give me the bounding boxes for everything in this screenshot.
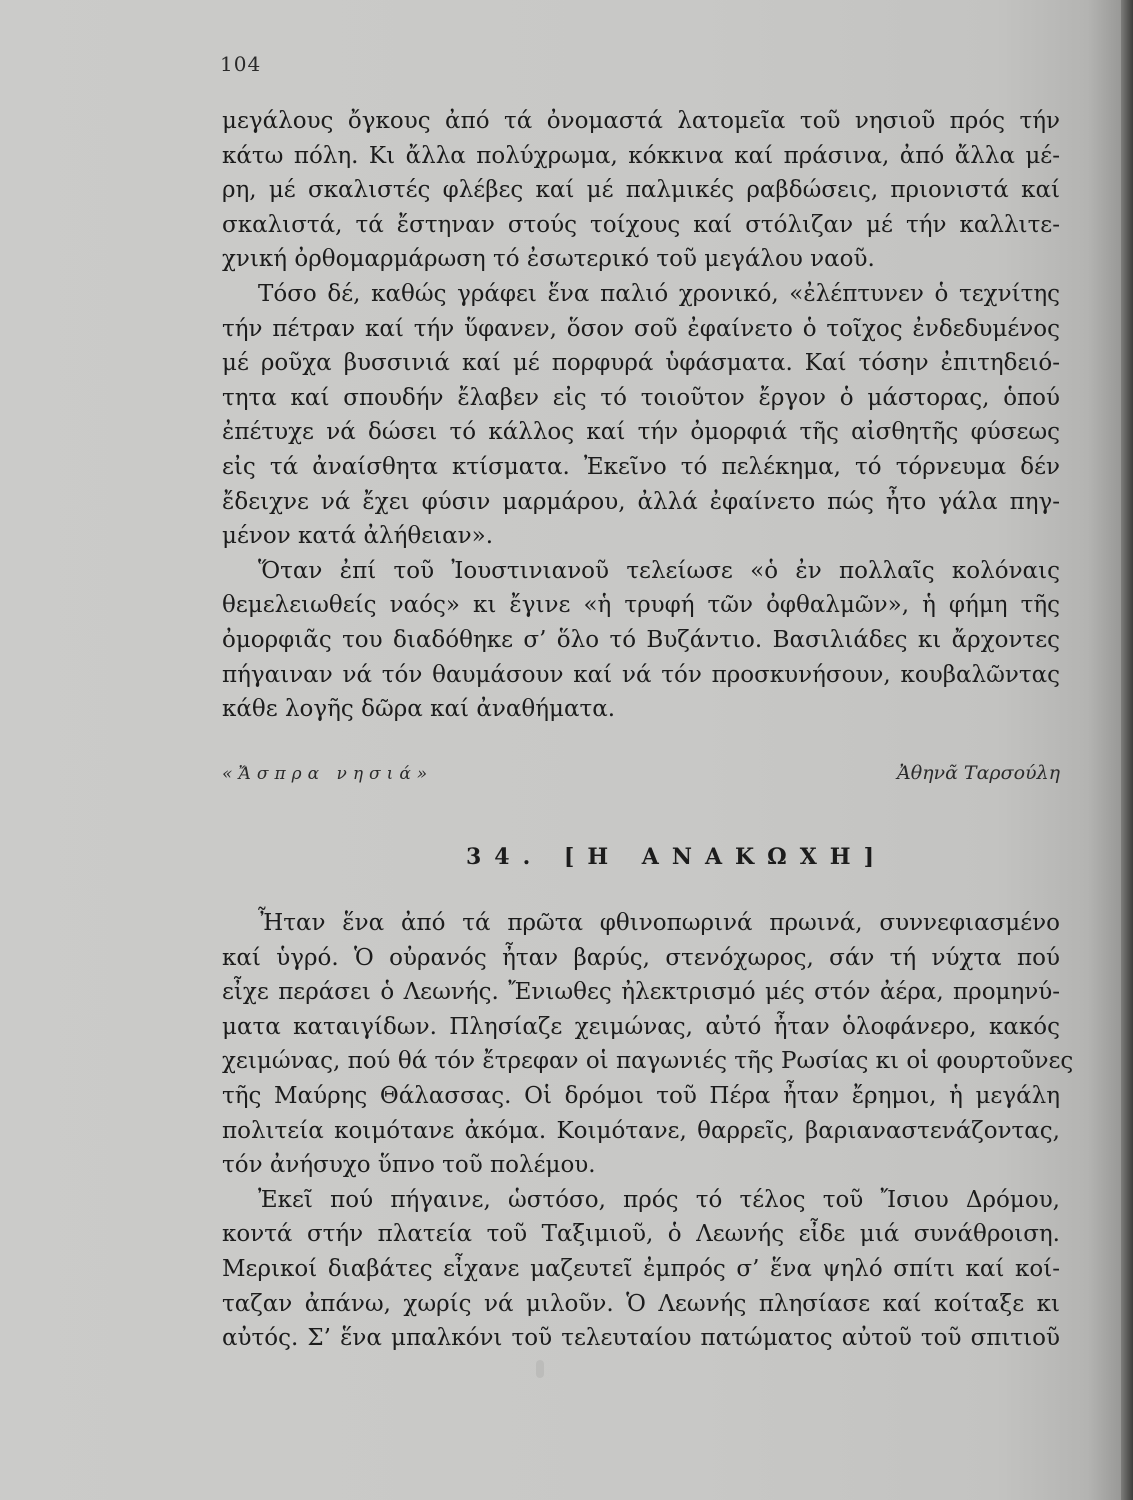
text-line: Τόσο δέ, καθώς γράφει ἕνα παλιό χρονικό, «ἐλέπτυνεν ὁ τεχνίτης <box>258 280 1060 307</box>
text-line: μεγάλους ὄγκους ἀπό τά ὀνομαστά λατομεῖα τοῦ νησιοῦ πρός τήν <box>222 108 1060 134</box>
page-number: 104 <box>220 52 262 76</box>
text-line: ματα καταιγίδων. Πλησίαζε χειμώνας, αὐτό ἦταν ὁλοφάνερο, κακός <box>222 1013 1060 1040</box>
text-line: Ὅταν ἐπί τοῦ Ἰουστινιανοῦ τελείωσε «ὁ ἐν πολλαῖς κολόναις <box>258 557 1060 584</box>
text-line: χνική ὀρθομαρμάρωση τό ἐσωτερικό τοῦ μεγάλου ναοῦ. <box>222 246 875 273</box>
text-line: τητα καί σπουδήν ἔλαβεν εἰς τό τοιοῦτον ἔργον ὁ μάστορας, ὁπού <box>222 384 1060 411</box>
passage-text-upper <box>222 104 1060 727</box>
text-line: Ἐκεῖ πού πήγαινε, ὡστόσο, πρός τό τέλος τοῦ Ἴσιου Δρόμου, <box>258 1186 1060 1213</box>
text-line: Μερικοί διαβάτες εἶχανε μαζευτεῖ ἐμπρός σ’ ἕνα ψηλό σπίτι καί κοί- <box>222 1255 1060 1282</box>
scan-edge-shadow <box>1121 0 1133 1500</box>
text-line: μένον κατά ἀλήθειαν». <box>222 523 494 550</box>
text-line: κοντά στήν πλατεία τοῦ Ταξιμιοῦ, ὁ Λεωνής εἶδε μιά συνάθροιση. <box>222 1221 1060 1248</box>
text-line: τήν πέτραν καί τήν ὕφανεν, ὅσον σοῦ ἐφαίνετο ὁ τοῖχος ἐνδεδυμένος <box>222 315 1060 342</box>
text-line: ὀμορφιᾶς του διαδόθηκε σ’ ὅλο τό Βυζάντιο. Βασιλιάδες κι ἄρχοντες <box>222 626 1060 653</box>
text-line: εἶχε περάσει ὁ Λεωνής. Ἔνιωθες ἠλεκτρισμό μές στόν ἀέρα, προμηνύ- <box>222 979 1060 1006</box>
text-line: σκαλιστά, τά ἔστηναν στούς τοίχους καί στόλιζαν μέ τήν καλλιτε- <box>222 211 1060 238</box>
text-line: αὐτός. Σ’ ἕνα μπαλκόνι τοῦ τελευταίου πατώματος αὐτοῦ τοῦ σπιτιοῦ <box>222 1325 1060 1352</box>
text-line: μέ ροῦχα βυσσινιά καί μέ πορφυρά ὑφάσματα. Καί τόσην ἐπιτηδειό- <box>222 350 1060 377</box>
paper-mark <box>536 1360 544 1378</box>
text-line: κάτω πόλη. Κι ἄλλα πολύχρωμα, κόκκινα καί πράσινα, ἀπό ἄλλα μέ- <box>222 142 1060 169</box>
text-line: χειμώνας, πού θά τόν ἔτρεφαν οἱ παγωνιές τῆς Ρωσίας κι οἱ φουρτοῦνες <box>222 1048 1074 1075</box>
source-title: «Ἄσπρα νησιά» <box>222 764 434 784</box>
source-citation <box>222 762 1060 784</box>
text-line: τόν ἀνήσυχο ὕπνο τοῦ πολέμου. <box>222 1152 596 1179</box>
passage-text-lower <box>222 906 1074 1356</box>
text-line: ἐπέτυχε νά δώσει τό κάλλος καί τήν ὀμορφιά τῆς αἰσθητῆς φύσεως <box>222 419 1060 446</box>
text-line: ρη, μέ σκαλιστές φλέβες καί μέ παλμικές ραβδώσεις, πριονιστά καί <box>222 177 1060 204</box>
section-heading: 34. [Η ΑΝΑΚΩΧΗ] <box>466 844 888 870</box>
text-line: πολιτεία κοιμότανε ἀκόμα. Κοιμότανε, θαρρεῖς, βαριαναστενάζοντας, <box>222 1117 1060 1144</box>
source-author: Ἀθηνᾶ Ταρσούλη <box>896 762 1060 784</box>
text-line: ἔδειχνε νά ἔχει φύσιν μαρμάρου, ἀλλά ἐφαίνετο πώς ἦτο γάλα πηγ- <box>222 488 1060 515</box>
text-line: ταζαν ἀπάνω, χωρίς νά μιλοῦν. Ὁ Λεωνής πλησίασε καί κοίταξε κι <box>222 1290 1060 1317</box>
text-line: θεμελειωθείς ναός» κι ἔγινε «ἡ τρυφή τῶν ὀφθαλμῶν», ἡ φήμη τῆς <box>222 592 1060 619</box>
text-line: τῆς Μαύρης Θάλασσας. Οἱ δρόμοι τοῦ Πέρα ἦταν ἔρημοι, ἡ μεγάλη <box>222 1082 1060 1109</box>
text-line: εἰς τά ἀναίσθητα κτίσματα. Ἐκεῖνο τό πελέκημα, τό τόρνευμα δέν <box>222 453 1060 480</box>
text-line: κάθε λογῆς δῶρα καί ἀναθήματα. <box>222 696 616 723</box>
text-line: πήγαιναν νά τόν θαυμάσουν καί νά τόν προσκυνήσουν, κουβαλῶντας <box>222 661 1060 688</box>
text-line: καί ὑγρό. Ὁ οὐρανός ἦταν βαρύς, στενόχωρος, σάν τή νύχτα πού <box>222 944 1060 971</box>
text-line: Ἦταν ἕνα ἀπό τά πρῶτα φθινοπωρινά πρωινά, συννεφιασμένο <box>258 910 1060 936</box>
